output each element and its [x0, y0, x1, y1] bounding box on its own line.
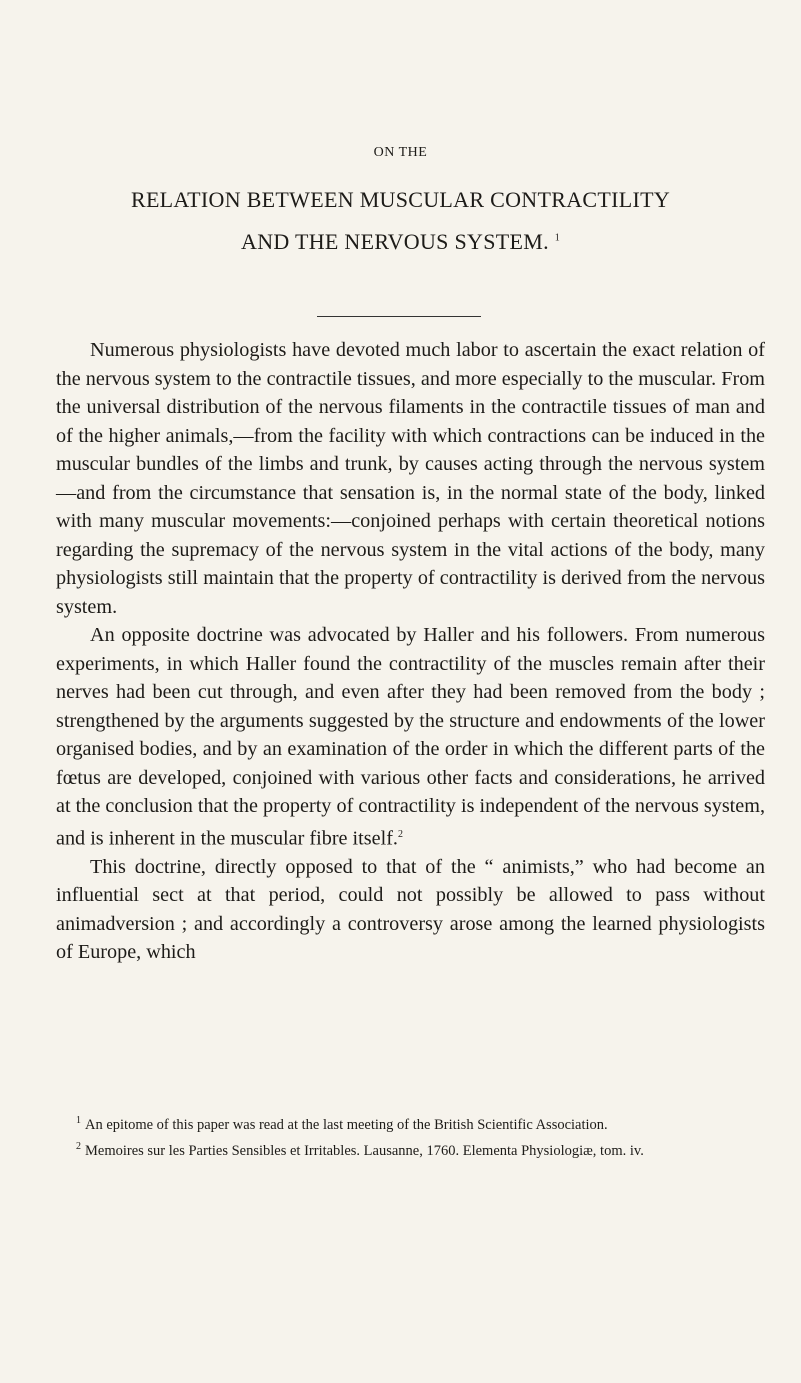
- paragraph-2-text: An opposite doctrine was advocated by Haller and his followers. From numerous experiments, in which Haller found the contractility of the muscles remain after their nerves had been cut through, and even after they had been removed from the body ; strengthened by the arguments suggested by the structure and endowments of the lower organised bodies, and by an examination of the order in which the different parts of the fœtus are developed, conjoined with various other facts and considerations, he arrived at the conclusion that the property of contractility is independent of the nervous system, and is inherent in the muscular fibre itself.: [56, 624, 765, 850]
- title-divider: [317, 316, 481, 317]
- paragraph-3: This doctrine, directly opposed to that of the “ animists,” who had become an influential sect at that period, could not possibly be allowed to pass without animadversion ; and accordingly a controversy arose among the learned physiologists of Europe, which: [56, 855, 765, 964]
- footnote-2-mark: 2: [76, 1140, 81, 1152]
- paragraph-1: Numerous physiologists have devoted much labor to ascertain the exact relation of the nervous system to the contractile tissues, and more especially to the muscular. From the universal distribution of the nervous filaments in the contractile tissues of man and of the higher animals,—from the facility with which contractions can be induced in the muscular bundles of the limbs and trunk, by causes acting through the nervous system—and from the circumstance that sensation is, in the normal state of the body, linked with many muscular movements:—conjoined perhaps with certain theoretical notions regarding the supremacy of the nervous system in the vital actions of the body, many physiologists still maintain that the property of contractility is derived from the nervous system.: [56, 339, 765, 618]
- body-text: [56, 336, 765, 967]
- footnote-2-text: Memoires sur les Parties Sensibles et Irritables. Lausanne, 1760. Elementa Physiologiæ, tom. iv.: [85, 1142, 644, 1159]
- title-line-2-text: AND THE NERVOUS SYSTEM.: [241, 229, 549, 254]
- pre-title: ON THE: [373, 145, 428, 160]
- footnote-1: [56, 1110, 765, 1136]
- paragraph-2: [56, 621, 765, 853]
- footnote-1-text: An epitome of this paper was read at the last meeting of the British Scientific Association.: [85, 1116, 608, 1133]
- title-line-2: [40, 229, 761, 255]
- footnote-1-mark: 1: [76, 1115, 81, 1126]
- footnotes: [56, 1110, 765, 1162]
- title-line-1: RELATION BETWEEN MUSCULAR CONTRACTILITY: [130, 187, 671, 212]
- paragraph-2-footnote-ref[interactable]: 2: [397, 828, 403, 840]
- footnote-2: [56, 1136, 765, 1162]
- title-footnote-ref[interactable]: 1: [554, 232, 560, 244]
